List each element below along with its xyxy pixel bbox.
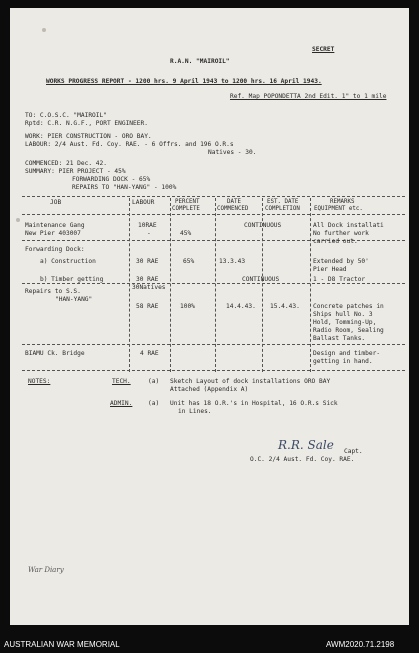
row-maintenance-labour: 10RAE: [138, 222, 157, 229]
footer-archive-name: AUSTRALIAN WAR MEMORIAL: [4, 640, 120, 649]
punch-hole: [42, 28, 46, 32]
col-header-job: JOB: [50, 199, 62, 206]
col-header-complete: COMPLETE: [172, 206, 200, 212]
notes-tech-text-cont: Attached (Appendix A): [170, 386, 249, 393]
classification-label: SECRET: [312, 46, 335, 53]
col-header-equipment: EQUIPMENT etc.: [314, 206, 363, 212]
signature-handwritten: R.R. Sale: [278, 438, 334, 452]
col-header-date: DATE: [227, 199, 241, 205]
table-rule: [22, 370, 405, 371]
table-rule: [22, 196, 405, 197]
row-maintenance-remarks: All Dock installati: [313, 222, 384, 229]
reference-map: Ref. Map POPONDETTA 2nd Edit. 1" to 1 mile: [230, 93, 387, 100]
row-timber-job: b) Timber getting: [40, 276, 104, 283]
row-bridge-labour: 4 RAE: [140, 350, 159, 357]
labour-natives-line: Natives - 30.: [208, 149, 257, 156]
notes-admin-text-cont: in Lines.: [178, 408, 212, 415]
row-construction-date: 13.3.43: [219, 258, 246, 265]
row-repairs-remarks-4: Radio Room, Sealing: [313, 327, 384, 334]
row-bridge-remarks: Design and timber-: [313, 350, 381, 357]
row-construction-job: a) Construction: [40, 258, 96, 265]
col-header-percent: PERCENT: [175, 199, 200, 205]
row-pier-percent: 45%: [180, 230, 192, 237]
row-timber-natives: 30Natives: [132, 284, 166, 291]
row-repairs-remarks: Concrete patches in: [313, 303, 384, 310]
row-timber-labour: 30 RAE: [136, 276, 159, 283]
table-rule: [22, 283, 405, 284]
ship-heading: R.A.N. "MAIROIL": [170, 58, 230, 65]
summary-repairs-line: REPAIRS TO "HAN-YANG" - 100%: [72, 184, 177, 191]
row-construction-remarks-cont: Pier Head: [313, 266, 347, 273]
handwritten-note: War Diary: [28, 566, 64, 574]
notes-admin-text: Unit has 18 O.R.'s in Hospital, 16 O.R.s Sick: [170, 400, 338, 407]
row-forwarding-dock-heading: Forwarding Dock:: [25, 246, 85, 253]
row-construction-percent: 65%: [183, 258, 195, 265]
summary-line: SUMMARY: PIER PROJECT - 45%: [25, 168, 126, 175]
table-rule: [22, 344, 405, 345]
commenced-line: COMMENCED: 21 Dec. 42.: [25, 160, 107, 167]
row-repairs-ship: "HAN-YANG": [55, 296, 93, 303]
col-header-commenced: COMMENCED: [217, 206, 249, 212]
row-construction-labour: 30 RAE: [136, 258, 159, 265]
table-column-rule: [170, 198, 171, 372]
notes-tech-text: Sketch Layout of dock installations ORO BAY: [170, 378, 331, 385]
signature-rank: Capt.: [344, 448, 363, 455]
row-timber-date: CONTINUOUS: [242, 276, 280, 283]
row-maintenance-job: Maintenance Gang: [25, 222, 85, 229]
work-line: WORK: PIER CONSTRUCTION - ORO BAY.: [25, 133, 152, 140]
col-header-labour: LABOUR: [132, 199, 155, 206]
notes-admin-label: ADMIN.: [110, 400, 133, 407]
row-repairs-remarks-5: Ballast Tanks.: [313, 335, 366, 342]
col-header-completion: COMPLETION: [265, 206, 300, 212]
report-title: WORKS PROGRESS REPORT - 1200 hrs. 9 April 1943 to 1200 hrs. 16 April 1943.: [46, 78, 322, 85]
to-line: TO: C.O.S.C. "MAIROIL": [25, 112, 107, 119]
table-column-rule: [129, 198, 130, 372]
row-repairs-date: 14.4.43.: [226, 303, 256, 310]
document-page: [10, 8, 409, 625]
punch-hole: [16, 218, 20, 222]
table-column-rule: [310, 198, 311, 372]
row-timber-remarks: 1 - D8 Tractor: [313, 276, 366, 283]
notes-label: NOTES:: [28, 378, 51, 385]
notes-tech-label: TECH.: [112, 378, 131, 385]
row-repairs-percent: 100%: [180, 303, 195, 310]
row-repairs-remarks-3: Hold, Tomming-Up,: [313, 319, 377, 326]
notes-admin-item: (a): [148, 400, 160, 407]
labour-line: LABOUR: 2/4 Aust. Fd. Coy. RAE. - 6 Offrs. and 196 O.R.s: [25, 141, 234, 148]
row-repairs-labour: 58 RAE: [136, 303, 159, 310]
col-header-est-date: EST. DATE: [267, 199, 299, 205]
row-pier-job: New Pier 403007: [25, 230, 81, 237]
signature-title: O.C. 2/4 Aust. Fd. Coy. RAE.: [250, 456, 355, 463]
summary-forwarding-line: FORWARDING DOCK - 65%: [72, 176, 151, 183]
row-pier-date: CONTINUOUS: [244, 222, 282, 229]
col-header-remarks: REMARKS: [330, 199, 355, 205]
table-column-rule: [215, 198, 216, 372]
row-repairs-remarks-2: Ships hull No. 3: [313, 311, 373, 318]
row-construction-remarks: Extended by 50': [313, 258, 369, 265]
row-pier-labour: -: [147, 230, 151, 237]
row-bridge-job: BIAMU Ck. Bridge: [25, 350, 85, 357]
footer-accession-number: AWM2020.71.2198: [326, 640, 395, 649]
table-rule: [22, 214, 405, 215]
notes-tech-item: (a): [148, 378, 160, 385]
row-pier-remarks: No further work: [313, 230, 369, 237]
row-pier-remarks-cont: carried out.: [313, 238, 358, 245]
row-repairs-est-completion: 15.4.43.: [270, 303, 300, 310]
repeated-to-line: Rptd: C.R. N.G.F., PORT ENGINEER.: [25, 120, 148, 127]
row-repairs-job: Repairs to S.S.: [25, 288, 81, 295]
row-bridge-remarks-cont: getting in hand.: [313, 358, 373, 365]
